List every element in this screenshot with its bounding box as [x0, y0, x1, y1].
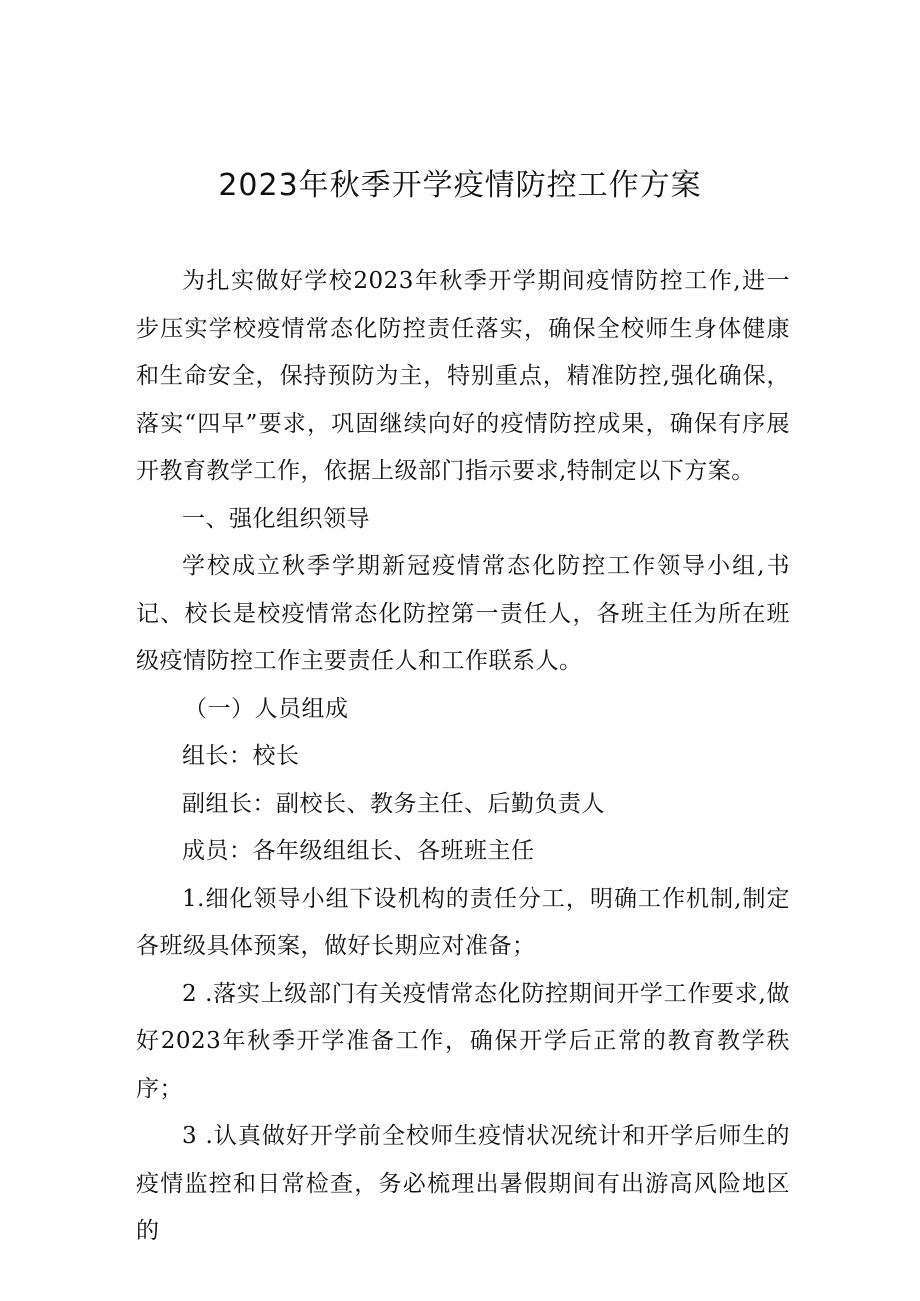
members-line: 成员：各年级组组长、各班班主任	[182, 838, 535, 864]
subsection-heading-personnel: （一）人员组成	[184, 695, 349, 722]
list-item-2: 2 .落实上级部门有关疫情常态化防控期间开学工作要求,做好2023年秋季开学准备工作，确保开学后正常的教育教学秩序；	[136, 980, 790, 1102]
organization-paragraph: 学校成立秋季学期新冠疫情常态化防控工作领导小组,书记、校长是校疫情常态化防控第一责任人，各班主任为所在班级疫情防控工作主要责任人和工作联系人。	[136, 553, 790, 674]
leader-line: 组长：校长	[182, 743, 300, 769]
document-title: 2023年秋季开学疫情防控工作方案	[218, 168, 702, 203]
list-item-3: 3 .认真做好开学前全校师生疫情状况统计和开学后师生的疫情监控和日常检查，务必梳理出暑假期间有出游高风险地区的	[136, 1123, 790, 1244]
deputy-leader-line: 副组长：副校长、教务主任、后勤负责人	[182, 790, 605, 817]
section-heading-organization: 一、强化组织领导	[182, 505, 370, 532]
intro-paragraph: 为扎实做好学校2023年秋季开学期间疫情防控工作,进一步压实学校疫情常态化防控责任落实，确保全校师生身体健康和生命安全，保持预防为主，特别重点，精准防控,强化确保，落实“四早”要求，巩固继续向好的疫情防控成果，确保有序展开教育教学工作，依据上级部门指示要求,特制定以下方案。	[136, 268, 790, 484]
list-item-1: 1.细化领导小组下设机构的责任分工，明确工作机制,制定各班级具体预案，做好长期应对准备；	[136, 885, 790, 959]
document-body	[136, 258, 790, 1256]
